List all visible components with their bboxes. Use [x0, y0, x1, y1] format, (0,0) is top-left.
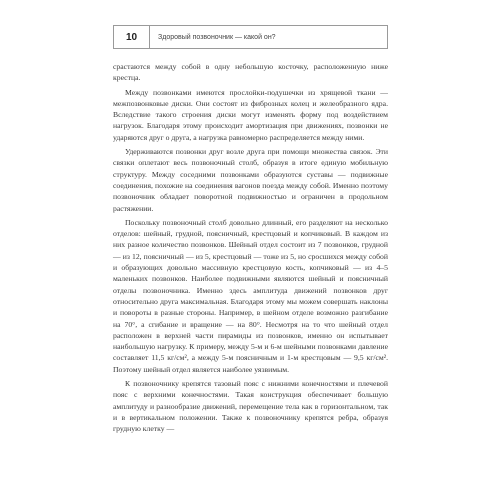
- paragraph-continuation: срастаются между собой в одну небольшую косточку, расположенную ниже крестца.: [113, 62, 388, 83]
- body-text: [113, 61, 388, 435]
- paragraph-spine-sections: Поскольку позвоночный столб довольно длинный, его разделяют на несколько отделов: шейный, грудной, поясничный, крестцовый и копчиковый. В каждом из них разное количество позвонков. Шейный отдел состоит из 7 позвонков, грудной — из 12, поясничный — из 5, крестцовый — тоже из 5, но сросшихся между собой и образующих довольно массивную крестцовую кость, копчиковый — из 4–5 маленьких позвонков. Наиболее подвижными являются шейный и поясничный отделы позвоночника. Именно здесь амплитуда движений позвонков друг относительно друга максимальная. Благодаря этому мы можем совершать наклоны и повороты в разные стороны. Например, в шейном отделе возможно разгибание на 70°, а сгибание и вращение — на 80°. Несмотря на то что шейный отдел расположен в верхней части пирамиды из позвонков, именно он испытывает наибольшую нагрузку. К примеру, между 5-м и 6-м шейными позвонками давление составляет 11,5 кг/см², а между 5-м поясничным и 1-м крестцовым — 9,5 кг/см². Поэтому шейный отдел является наиболее уязвимым.: [113, 217, 388, 374]
- running-title: Здоровый позвоночник — какой он?: [158, 33, 276, 41]
- paragraph-limb-girdles: К позвоночнику крепятся тазовый пояс с нижними конечностями и плечевой пояс с верхними конечностями. Такая конструкция обеспечивает большую амплитуду и разнообразие движений, перемещение тела как в горизонтальном, так и в вертикальном положении. Также к позвоночнику крепятся ребра, образуя грудную клетку —: [113, 379, 388, 434]
- paragraph-intervertebral-discs: Между позвонками имеются прослойки-подушечки из хрящевой ткани — межпозвонковые диски. Они состоят из фиброзных колец и желеобразного ядра. Вследствие такого строения диски могут изменять форму под воздействием нагрузок. Благодаря этому происходит амортизация при движениях, позвонки не ударяются друг о друга, а нагрузка равномерно распределяется между ними.: [113, 87, 388, 142]
- page-number: 10: [114, 26, 150, 48]
- page-header: [113, 25, 388, 49]
- paragraph-ligaments: Удерживаются позвонки друг возле друга при помощи множества связок. Эти связки оплетают весь позвоночный столб, образуя в итоге единую мобильную структуру. Между соседними позвонками образуются суставы — подвижные соединения, похожие на соединения вагонов поезда между собой. Именно поэтому позвоночник обладает поворотной подвижностью и ограничен в продольном растяжении.: [113, 147, 388, 213]
